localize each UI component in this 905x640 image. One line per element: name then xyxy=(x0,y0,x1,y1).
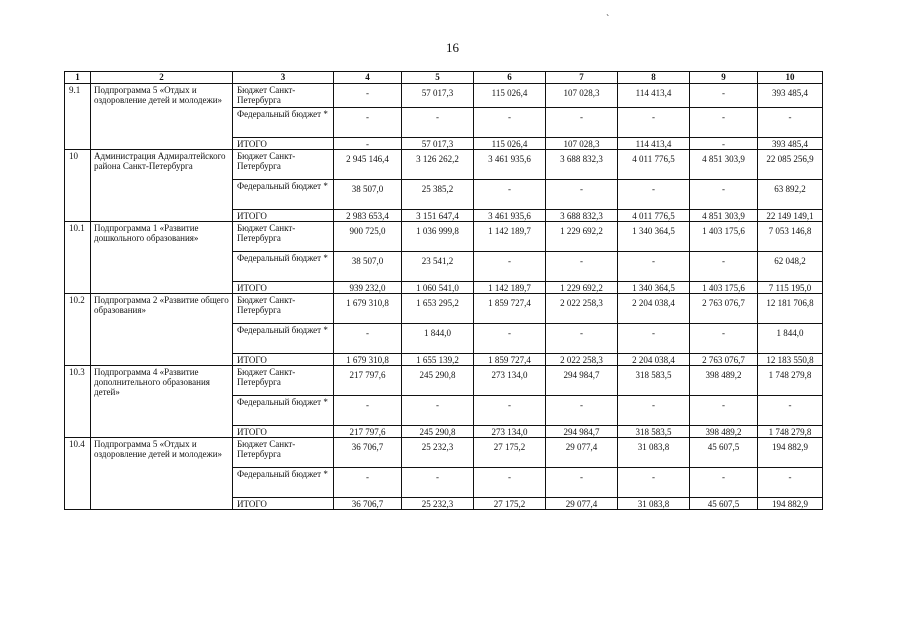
value-cell: - xyxy=(690,252,758,282)
row-name: Подпрограмма 4 «Развитие дополнительного образования детей» xyxy=(91,366,233,438)
value-cell: 3 126 262,2 xyxy=(402,150,474,180)
row-code: 10.2 xyxy=(65,294,91,366)
value-cell: 1 229 692,2 xyxy=(546,222,618,252)
budget-source: ИТОГО xyxy=(233,138,334,150)
header-cell: 8 xyxy=(618,72,690,84)
value-cell: 1 403 175,6 xyxy=(690,282,758,294)
budget-source: Федеральный бюджет * xyxy=(233,108,334,138)
value-cell: 2 022 258,3 xyxy=(546,294,618,324)
value-cell: 36 706,7 xyxy=(334,438,402,468)
value-cell: 398 489,2 xyxy=(690,366,758,396)
value-cell: - xyxy=(474,180,546,210)
value-cell: 62 048,2 xyxy=(758,252,823,282)
value-cell: - xyxy=(758,396,823,426)
value-cell: 318 583,5 xyxy=(618,426,690,438)
value-cell: 393 485,4 xyxy=(758,138,823,150)
row-code: 10.1 xyxy=(65,222,91,294)
value-cell: - xyxy=(546,468,618,498)
value-cell: 31 083,8 xyxy=(618,438,690,468)
value-cell: 273 134,0 xyxy=(474,426,546,438)
value-cell: 115 026,4 xyxy=(474,84,546,108)
value-cell: - xyxy=(618,324,690,354)
value-cell: 2 763 076,7 xyxy=(690,294,758,324)
header-cell: 9 xyxy=(690,72,758,84)
budget-source: Бюджет Санкт-Петербурга xyxy=(233,84,334,108)
value-cell: 1 340 364,5 xyxy=(618,282,690,294)
value-cell: - xyxy=(474,468,546,498)
value-cell: - xyxy=(618,252,690,282)
value-cell: 1 844,0 xyxy=(402,324,474,354)
value-cell: - xyxy=(546,324,618,354)
value-cell: 1 679 310,8 xyxy=(334,354,402,366)
value-cell: 25 385,2 xyxy=(402,180,474,210)
value-cell: - xyxy=(618,108,690,138)
value-cell: 2 763 076,7 xyxy=(690,354,758,366)
value-cell: 4 851 303,9 xyxy=(690,150,758,180)
value-cell: 1 844,0 xyxy=(758,324,823,354)
header-cell: 10 xyxy=(758,72,823,84)
value-cell: - xyxy=(474,108,546,138)
value-cell: - xyxy=(334,108,402,138)
value-cell: 393 485,4 xyxy=(758,84,823,108)
value-cell: 23 541,2 xyxy=(402,252,474,282)
row-code: 10 xyxy=(65,150,91,222)
table-row xyxy=(65,84,823,108)
value-cell: 1 859 727,4 xyxy=(474,354,546,366)
value-cell: - xyxy=(690,396,758,426)
value-cell: 3 461 935,6 xyxy=(474,210,546,222)
value-cell: 2 204 038,4 xyxy=(618,294,690,324)
budget-source: Федеральный бюджет * xyxy=(233,468,334,498)
row-code: 10.4 xyxy=(65,438,91,510)
budget-source: Федеральный бюджет * xyxy=(233,252,334,282)
value-cell: 1 229 692,2 xyxy=(546,282,618,294)
value-cell: - xyxy=(690,468,758,498)
value-cell: - xyxy=(546,396,618,426)
value-cell: 3 688 832,3 xyxy=(546,210,618,222)
header-cell: 4 xyxy=(334,72,402,84)
table-row xyxy=(65,438,823,468)
row-name: Подпрограмма 5 «Отдых и оздоровление детей и молодежи» xyxy=(91,438,233,510)
value-cell: - xyxy=(690,84,758,108)
value-cell: 3 461 935,6 xyxy=(474,150,546,180)
row-name: Подпрограмма 1 «Развитие дошкольного образования» xyxy=(91,222,233,294)
value-cell: 31 083,8 xyxy=(618,498,690,510)
value-cell: - xyxy=(690,324,758,354)
value-cell: - xyxy=(690,180,758,210)
value-cell: - xyxy=(474,324,546,354)
value-cell: 1 142 189,7 xyxy=(474,222,546,252)
value-cell: 1 679 310,8 xyxy=(334,294,402,324)
value-cell: - xyxy=(474,252,546,282)
value-cell: 29 077,4 xyxy=(546,498,618,510)
value-cell: 107 028,3 xyxy=(546,84,618,108)
value-cell: 25 232,3 xyxy=(402,498,474,510)
value-cell: - xyxy=(618,468,690,498)
budget-source: ИТОГО xyxy=(233,426,334,438)
value-cell: 398 489,2 xyxy=(690,426,758,438)
value-cell: 22 149 149,1 xyxy=(758,210,823,222)
value-cell: 7 115 195,0 xyxy=(758,282,823,294)
value-cell: 45 607,5 xyxy=(690,498,758,510)
value-cell: 217 797,6 xyxy=(334,426,402,438)
table-body xyxy=(65,84,823,510)
budget-source: Бюджет Санкт-Петербурга xyxy=(233,150,334,180)
value-cell: 2 022 258,3 xyxy=(546,354,618,366)
header-row xyxy=(65,72,823,84)
value-cell: 318 583,5 xyxy=(618,366,690,396)
value-cell: 57 017,3 xyxy=(402,84,474,108)
header-cell: 3 xyxy=(233,72,334,84)
value-cell: 2 204 038,4 xyxy=(618,354,690,366)
header-cell: 6 xyxy=(474,72,546,84)
value-cell: 294 984,7 xyxy=(546,366,618,396)
value-cell: - xyxy=(690,138,758,150)
value-cell: 1 403 175,6 xyxy=(690,222,758,252)
budget-source: Бюджет Санкт-Петербурга xyxy=(233,294,334,324)
value-cell: - xyxy=(334,84,402,108)
row-name: Подпрограмма 5 «Отдых и оздоровление детей и молодежи» xyxy=(91,84,233,150)
value-cell: 194 882,9 xyxy=(758,498,823,510)
value-cell: 1 748 279,8 xyxy=(758,426,823,438)
row-name: Подпрограмма 2 «Развитие общего образования» xyxy=(91,294,233,366)
budget-source: Федеральный бюджет * xyxy=(233,180,334,210)
value-cell: - xyxy=(402,468,474,498)
value-cell: 38 507,0 xyxy=(334,180,402,210)
page-number: 16 xyxy=(446,40,459,55)
table-row xyxy=(65,366,823,396)
value-cell: 194 882,9 xyxy=(758,438,823,468)
budget-table xyxy=(64,71,823,510)
value-cell: 29 077,4 xyxy=(546,438,618,468)
value-cell: 107 028,3 xyxy=(546,138,618,150)
value-cell: 245 290,8 xyxy=(402,426,474,438)
value-cell: 3 151 647,4 xyxy=(402,210,474,222)
header-cell: 2 xyxy=(91,72,233,84)
row-name: Администрация Адмиралтейского района Санкт-Петербурга xyxy=(91,150,233,222)
table-row xyxy=(65,150,823,180)
value-cell: - xyxy=(618,396,690,426)
value-cell: 4 851 303,9 xyxy=(690,210,758,222)
value-cell: 4 011 776,5 xyxy=(618,150,690,180)
value-cell: 27 175,2 xyxy=(474,438,546,468)
value-cell: - xyxy=(618,180,690,210)
budget-source: ИТОГО xyxy=(233,354,334,366)
budget-source: Федеральный бюджет * xyxy=(233,396,334,426)
header-cell: 7 xyxy=(546,72,618,84)
header-cell: 1 xyxy=(65,72,91,84)
value-cell: - xyxy=(334,324,402,354)
value-cell: 57 017,3 xyxy=(402,138,474,150)
value-cell: 1 036 999,8 xyxy=(402,222,474,252)
value-cell: - xyxy=(546,108,618,138)
value-cell: 1 655 139,2 xyxy=(402,354,474,366)
value-cell: 3 688 832,3 xyxy=(546,150,618,180)
value-cell: - xyxy=(758,108,823,138)
budget-source: ИТОГО xyxy=(233,498,334,510)
value-cell: 12 183 550,8 xyxy=(758,354,823,366)
value-cell: 38 507,0 xyxy=(334,252,402,282)
budget-source: ИТОГО xyxy=(233,282,334,294)
header-cell: 5 xyxy=(402,72,474,84)
budget-source: Бюджет Санкт-Петербурга xyxy=(233,366,334,396)
budget-source: Бюджет Санкт-Петербурга xyxy=(233,222,334,252)
value-cell: 1 748 279,8 xyxy=(758,366,823,396)
value-cell: 245 290,8 xyxy=(402,366,474,396)
budget-source: ИТОГО xyxy=(233,210,334,222)
value-cell: - xyxy=(334,138,402,150)
budget-source: Бюджет Санкт-Петербурга xyxy=(233,438,334,468)
table-row xyxy=(65,222,823,252)
value-cell: 115 026,4 xyxy=(474,138,546,150)
row-code: 10.3 xyxy=(65,366,91,438)
corner-mark: ` xyxy=(606,14,610,25)
value-cell: - xyxy=(546,180,618,210)
value-cell: 1 060 541,0 xyxy=(402,282,474,294)
row-code: 9.1 xyxy=(65,84,91,150)
value-cell: 45 607,5 xyxy=(690,438,758,468)
value-cell: 1 859 727,4 xyxy=(474,294,546,324)
value-cell: 2 945 146,4 xyxy=(334,150,402,180)
value-cell: - xyxy=(402,396,474,426)
value-cell: - xyxy=(474,396,546,426)
value-cell: 7 053 146,8 xyxy=(758,222,823,252)
value-cell: 900 725,0 xyxy=(334,222,402,252)
value-cell: - xyxy=(334,468,402,498)
value-cell: - xyxy=(758,468,823,498)
value-cell: - xyxy=(690,108,758,138)
value-cell: - xyxy=(334,396,402,426)
value-cell: 63 892,2 xyxy=(758,180,823,210)
value-cell: 1 340 364,5 xyxy=(618,222,690,252)
value-cell: 114 413,4 xyxy=(618,138,690,150)
value-cell: 4 011 776,5 xyxy=(618,210,690,222)
value-cell: 114 413,4 xyxy=(618,84,690,108)
table-row xyxy=(65,294,823,324)
value-cell: 12 181 706,8 xyxy=(758,294,823,324)
value-cell: 217 797,6 xyxy=(334,366,402,396)
value-cell: 1 653 295,2 xyxy=(402,294,474,324)
value-cell: 294 984,7 xyxy=(546,426,618,438)
value-cell: 22 085 256,9 xyxy=(758,150,823,180)
value-cell: - xyxy=(546,252,618,282)
value-cell: 939 232,0 xyxy=(334,282,402,294)
value-cell: 36 706,7 xyxy=(334,498,402,510)
value-cell: 27 175,2 xyxy=(474,498,546,510)
value-cell: 25 232,3 xyxy=(402,438,474,468)
value-cell: 1 142 189,7 xyxy=(474,282,546,294)
budget-source: Федеральный бюджет * xyxy=(233,324,334,354)
value-cell: 2 983 653,4 xyxy=(334,210,402,222)
value-cell: - xyxy=(402,108,474,138)
value-cell: 273 134,0 xyxy=(474,366,546,396)
